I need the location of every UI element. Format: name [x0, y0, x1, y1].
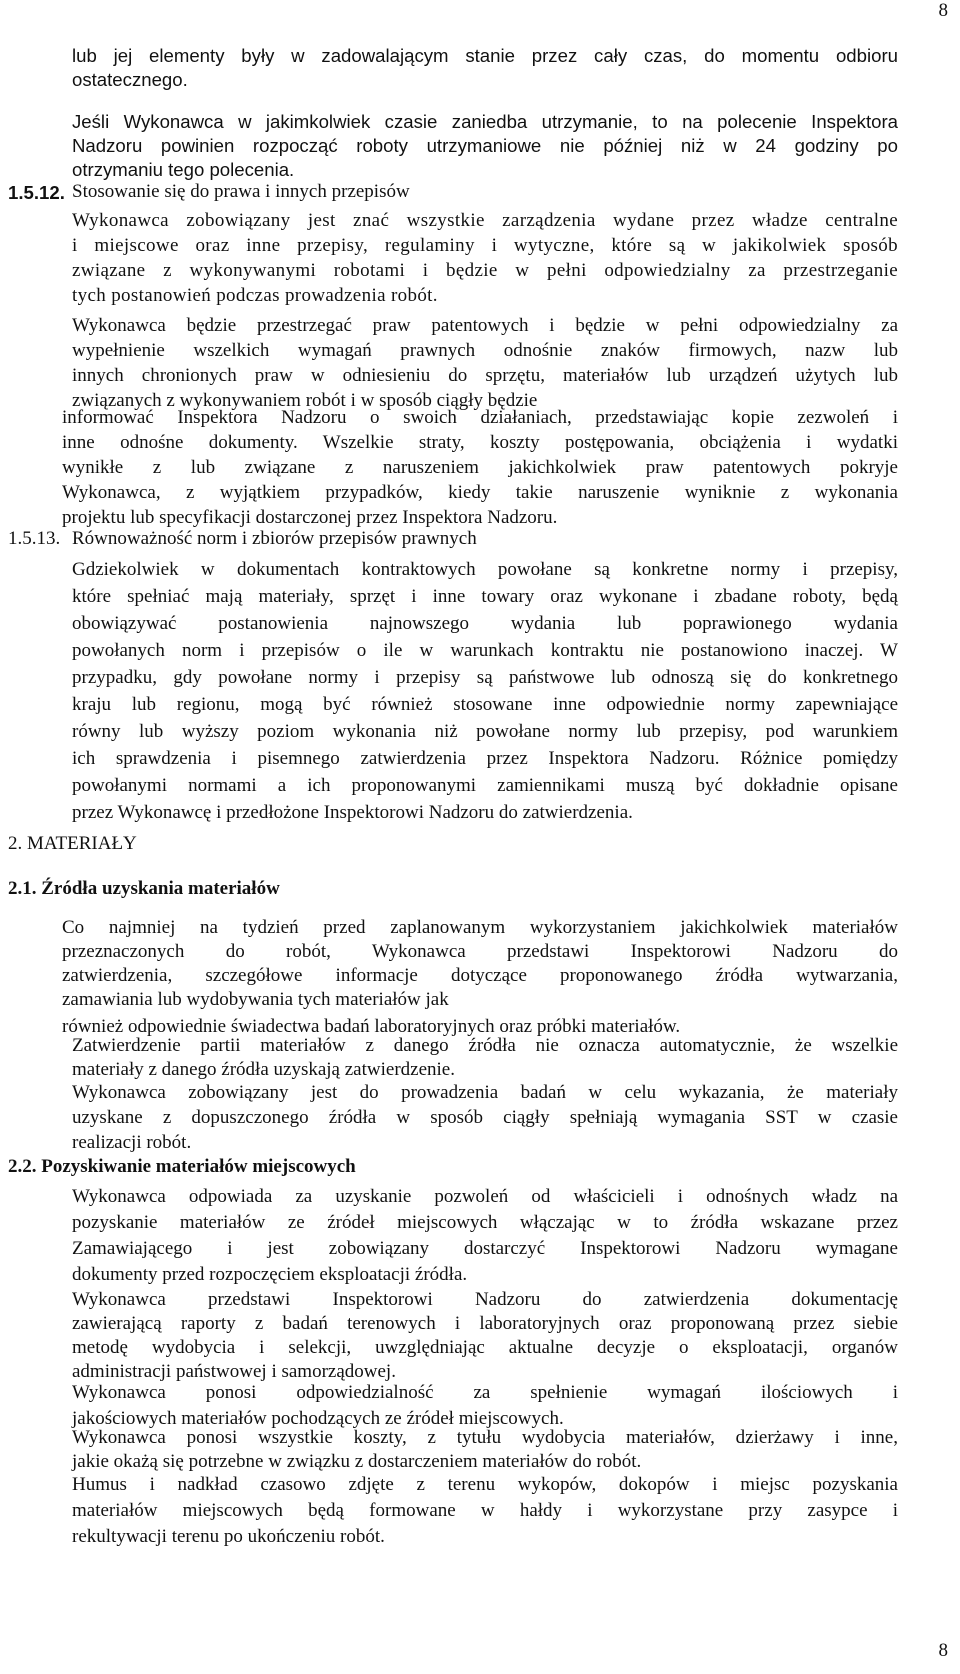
neglect-paragraph	[72, 110, 898, 182]
text-line: obowiązywać postanowienia najnowszego wydania lub poprawionego wydania	[72, 613, 898, 634]
text-line: Co najmniej na tydzień przed zaplanowanym wykorzystaniem jakichkolwiek materiałów	[62, 917, 898, 938]
text-line: przypadku, gdy powołane normy i przepisy są państwowe lub odnoszą się do konkretnego	[72, 667, 898, 688]
page-number-top: 8	[938, 0, 948, 21]
s22-paragraph-4	[72, 1426, 898, 1474]
text-line: przez Wykonawcę i przedłożone Inspektorowi Nadzoru do zatwierdzenia.	[72, 802, 633, 823]
text-line: związane z wykonywanymi robotami i będzie w pełni odpowiedzialny za przestrzeganie	[72, 260, 898, 281]
text-line: związanych z wykonywaniem robót i w sposób ciągły będzie	[72, 390, 538, 411]
text-line: Wykonawca, z wyjątkiem przypadków, kiedy takie naruszenie wyniknie z wykonania	[62, 482, 898, 503]
s1513-paragraph-1	[72, 556, 898, 826]
text-line: Wykonawca odpowiada za uzyskanie pozwoleń od właścicieli i odnośnych władz na	[72, 1186, 898, 1207]
text-line: wypełnienie wszelkich wymagań prawnych odnośnie znaków firmowych, nazw lub	[72, 340, 898, 361]
text-line: zatwierdzenia, szczegółowe informacje dotyczące proponowanego źródła wytwarzania,	[62, 965, 898, 986]
text-line: Humus i nadkład czasowo zdjęte z terenu wykopów, dokopów i miejsc pozyskania	[72, 1474, 898, 1495]
s21-paragraph-1	[62, 916, 898, 1012]
text-line: jakie okażą się potrzebne w związku z dostarczeniem materiałów do robót.	[72, 1451, 642, 1472]
text-line: zamawiania lub wydobywania tych materiałów jak	[62, 989, 449, 1010]
text-line: lub jej elementy były w zadowalającym stanie przez cały czas, do momentu odbioru	[72, 45, 898, 66]
text-line: uzyskane z dopuszczonego źródła w sposób ciągły spełniają wymagania SST w czasie	[72, 1107, 898, 1128]
s1512-paragraph-2	[72, 313, 898, 413]
text-line: jakościowych materiałów pochodzących ze źródeł miejscowych.	[72, 1408, 564, 1429]
section-heading-2-2	[8, 1156, 356, 1178]
text-line: również odpowiednie świadectwa badań laboratoryjnych oraz próbki materiałów.	[62, 1016, 681, 1037]
s21-paragraph-2	[72, 1034, 898, 1082]
text-line: rekultywacji terenu po ukończeniu robót.	[72, 1526, 385, 1547]
text-line: materiałów miejscowych będą formowane w hałdy i wykorzystane przy zasypce i	[72, 1500, 898, 1521]
text-line: tych postanowień podczas prowadzenia robót.	[72, 285, 438, 306]
text-line: Wykonawca będzie przestrzegać praw patentowych i będzie w pełni odpowiedzialny za	[72, 315, 898, 336]
text-line: pozyskanie materiałów ze źródeł miejscowych włączając w to źródła wskazane przez	[72, 1212, 898, 1233]
text-line: inne odnośne dokumenty. Wszelkie straty, koszty postępowania, obciążenia i wydatki	[62, 432, 898, 453]
text-line: projektu lub specyfikacji dostarczonej przez Inspektora Nadzoru.	[62, 507, 558, 528]
text-line: materiały z danego źródła uzyskają zatwierdzenie.	[72, 1059, 455, 1080]
text-line: powołanymi normami a ich proponowanymi zamiennikami muszą być dokładnie opisane	[72, 775, 898, 796]
section-heading-2-1	[8, 878, 280, 900]
section-heading-2-text: 2. MATERIAŁY	[8, 833, 137, 854]
text-line: wynikłe z lub związane z naruszeniem jakichkolwiek praw patentowych pokryje	[62, 457, 898, 478]
text-line: ich sprawdzenia i pisemnego zatwierdzenia przez Inspektora Nadzoru. Różnice pomiędzy	[72, 748, 898, 769]
s22-paragraph-1	[72, 1184, 898, 1288]
text-line: Wykonawca ponosi odpowiedzialność za spełnienie wymagań ilościowych i	[72, 1382, 898, 1403]
text-line: Nadzoru powinien rozpocząć roboty utrzymaniowe nie później niż w 24 godziny po	[72, 135, 898, 156]
text-line: powołanych norm i przepisów o ile w warunkach kontraktu nie postanowiono inaczej. W	[72, 640, 898, 661]
section-number-1-5-12: 1.5.12.	[8, 182, 65, 203]
section-heading-2	[8, 833, 137, 855]
section-title-1-5-12: Stosowanie się do prawa i innych przepisów	[72, 181, 410, 202]
text-line: przeznaczonych do robót, Wykonawca przedstawi Inspektorowi Nadzoru do	[62, 941, 898, 962]
text-line: administracji państwowej i samorządowej.	[72, 1361, 396, 1382]
s22-paragraph-3	[72, 1380, 898, 1432]
text-line: zawierającą raporty z badań terenowych i laboratoryjnych oraz proponowaną przez siebie	[72, 1313, 898, 1334]
text-line: innych chronionych praw w odniesieniu do sprzętu, materiałów lub urządzeń użytych lub	[72, 365, 898, 386]
text-line: kraju lub regionu, mogą być również stosowane inne odpowiednie normy zapewniające	[72, 694, 898, 715]
s22-paragraph-5	[72, 1472, 898, 1550]
text-line: dokumenty przed rozpoczęciem eksploatacji źródła.	[72, 1264, 468, 1285]
text-line: Wykonawca zobowiązany jest do prowadzenia badań w celu wykazania, że materiały	[72, 1082, 898, 1103]
text-line: które spełniać mają materiały, sprzęt i inne towary oraz wykonane i zbadane roboty, będą	[72, 586, 898, 607]
s1512-paragraph-1	[72, 208, 898, 308]
text-line: otrzymaniu tego polecenia.	[72, 159, 295, 180]
text-line: Jeśli Wykonawca w jakimkolwiek czasie zaniedba utrzymanie, to na polecenie Inspektora	[72, 111, 898, 132]
text-line: Wykonawca ponosi wszystkie koszty, z tytułu wydobycia materiałów, dzierżawy i inne,	[72, 1427, 898, 1448]
section-title-1-5-13: Równoważność norm i zbiorów przepisów prawnych	[72, 528, 477, 549]
text-line: ostatecznego.	[72, 69, 188, 90]
text-line: Zamawiającego i jest zobowiązany dostarczyć Inspektorowi Nadzoru wymagane	[72, 1238, 898, 1259]
s21-paragraph-3	[72, 1080, 898, 1155]
text-line: informować Inspektora Nadzoru o swoich działaniach, przedstawiając kopie zezwoleń i	[62, 407, 898, 428]
text-line: równy lub wyższy poziom wykonania niż powołane normy lub przepisy, pod warunkiem	[72, 721, 898, 742]
section-heading-2-2-text: 2.2. Pozyskiwanie materiałów miejscowych	[8, 1156, 356, 1177]
text-line: realizacji robót.	[72, 1132, 192, 1153]
intro-paragraph	[72, 44, 898, 92]
s22-paragraph-2	[72, 1288, 898, 1384]
page-number-bottom: 8	[938, 1640, 948, 1661]
section-number-1-5-13: 1.5.13.	[8, 528, 61, 549]
text-line: Wykonawca przedstawi Inspektorowi Nadzoru do zatwierdzenia dokumentację	[72, 1289, 898, 1310]
text-line: metodę wydobycia i selekcji, uwzględniając aktualne decyzje o eksploatacji, organów	[72, 1337, 898, 1358]
s1512-paragraph-3	[62, 405, 898, 530]
text-line: Gdziekolwiek w dokumentach kontraktowych powołane są konkretne normy i przepisy,	[72, 559, 898, 580]
section-heading-2-1-text: 2.1. Źródła uzyskania materiałów	[8, 878, 280, 899]
text-line: i miejscowe oraz inne przepisy, regulaminy i wytyczne, które są w jakikolwiek sposób	[72, 235, 898, 256]
text-line: Wykonawca zobowiązany jest znać wszystkie zarządzenia wydane przez władze centralne	[72, 210, 898, 231]
text-line: Zatwierdzenie partii materiałów z danego źródła nie oznacza automatycznie, że wszelkie	[72, 1035, 898, 1056]
